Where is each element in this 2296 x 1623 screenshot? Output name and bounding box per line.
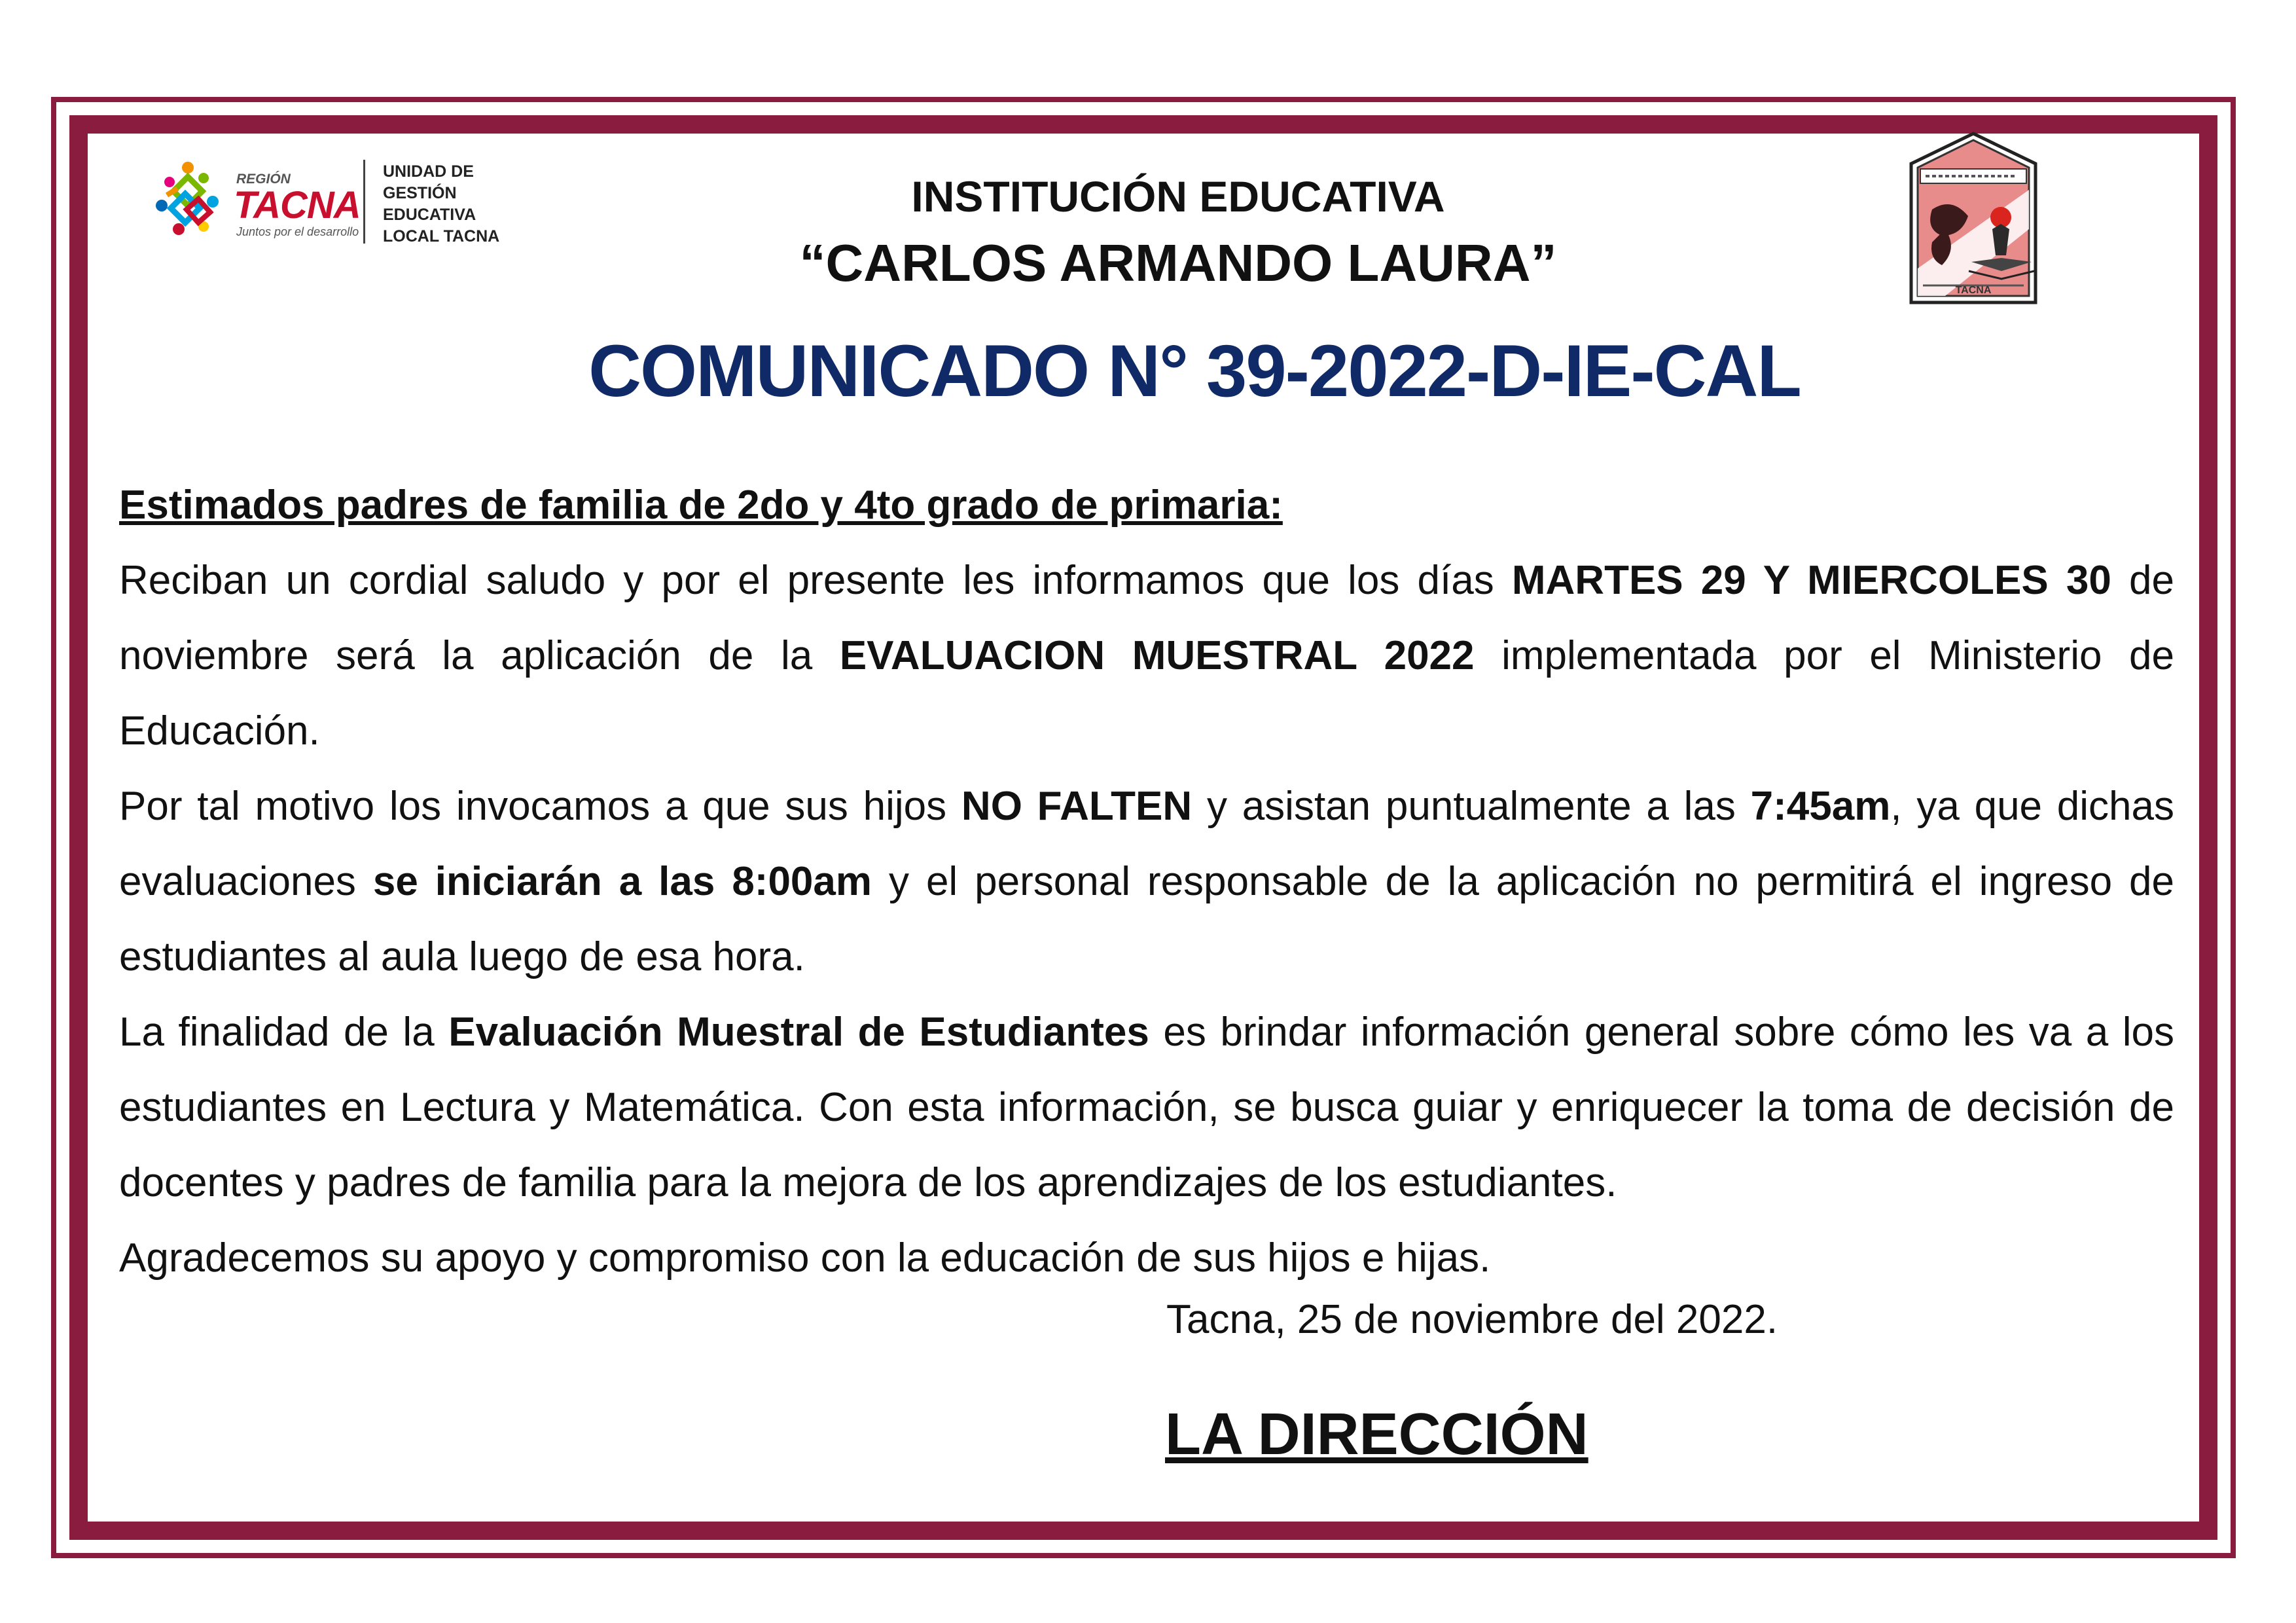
bold-arrival-time: 7:45am [1750, 784, 1891, 829]
emblem-tacna-label: TACNA [1955, 285, 1992, 296]
page-title: COMUNICADO N° 39-2022-D-IE-CAL [588, 330, 1801, 412]
text-segment: , ya que dichas evaluaciones [119, 784, 2175, 904]
text-segment: es brindar información general sobre cómo les va a los estudiantes en Lectura y Matemática. Con esta información, se busca guiar y enriquecer la toma de decisión de docentes y padres de familia para la mejora de los aprendizajes de los estudiantes. [119, 1010, 2174, 1205]
bold-no-falten: NO FALTEN [961, 784, 1193, 829]
text-segment: de noviembre será la aplicación de la [119, 558, 2174, 678]
greeting: Estimados padres de familia de 2do y 4to grado de primaria: [119, 483, 1283, 528]
logo-tacna-label: TACNA [234, 184, 361, 227]
school-emblem [1906, 131, 2041, 312]
bold-evaluation-title: Evaluación Muestral de Estudiantes [448, 1010, 1149, 1055]
paragraph-dates [119, 543, 2174, 769]
paragraph-purpose [119, 994, 2174, 1220]
letter-body [119, 467, 2174, 1296]
school-shield-icon [1906, 131, 2041, 312]
region-tacna-logo [147, 152, 514, 257]
text-segment: Reciban un cordial saludo y por el presente les informamos que los días [119, 558, 1512, 603]
text-segment: y el personal responsable de la aplicación no permitirá el ingreso de estudiantes al aula luego de esa hora. [119, 859, 2174, 979]
text-segment: implementada por el Ministerio de Educación. [119, 633, 2174, 754]
ugel-label [383, 161, 499, 247]
bold-start-time: se iniciarán a las 8:00am [372, 859, 872, 904]
bold-evaluation-name: EVALUACION MUESTRAL 2022 [839, 633, 1475, 678]
logo-slogan: Juntos por el desarrollo [236, 225, 359, 238]
bold-dates: MARTES 29 Y MIERCOLES 30 [1511, 558, 2111, 603]
institution-heading: INSTITUCIÓN EDUCATIVA [911, 172, 1445, 221]
school-name: “CARLOS ARMANDO LAURA” [799, 234, 1557, 292]
paragraph-attendance [119, 769, 2174, 994]
ugel-line: UNIDAD DE [383, 162, 474, 181]
logo-divider [363, 160, 365, 244]
signature: LA DIRECCIÓN [1165, 1402, 1588, 1467]
paragraph-thanks: Agradecemos su apoyo y compromiso con la educación de sus hijos e hijas. [119, 1235, 1491, 1281]
ugel-line: LOCAL TACNA [383, 227, 500, 246]
text-segment: La finalidad de la [119, 1010, 449, 1055]
region-tacna-emblem-icon [147, 152, 232, 250]
date-line: Tacna, 25 de noviembre del 2022. [1166, 1297, 1778, 1342]
text-segment: Por tal motivo los invocamos a que sus hijos [119, 784, 961, 829]
text-segment: y asistan puntualmente a las [1192, 784, 1751, 829]
ugel-line: GESTIÓN [383, 184, 457, 202]
logo-region-label: REGIÓN [236, 172, 291, 187]
ugel-line: EDUCATIVA [383, 206, 476, 224]
